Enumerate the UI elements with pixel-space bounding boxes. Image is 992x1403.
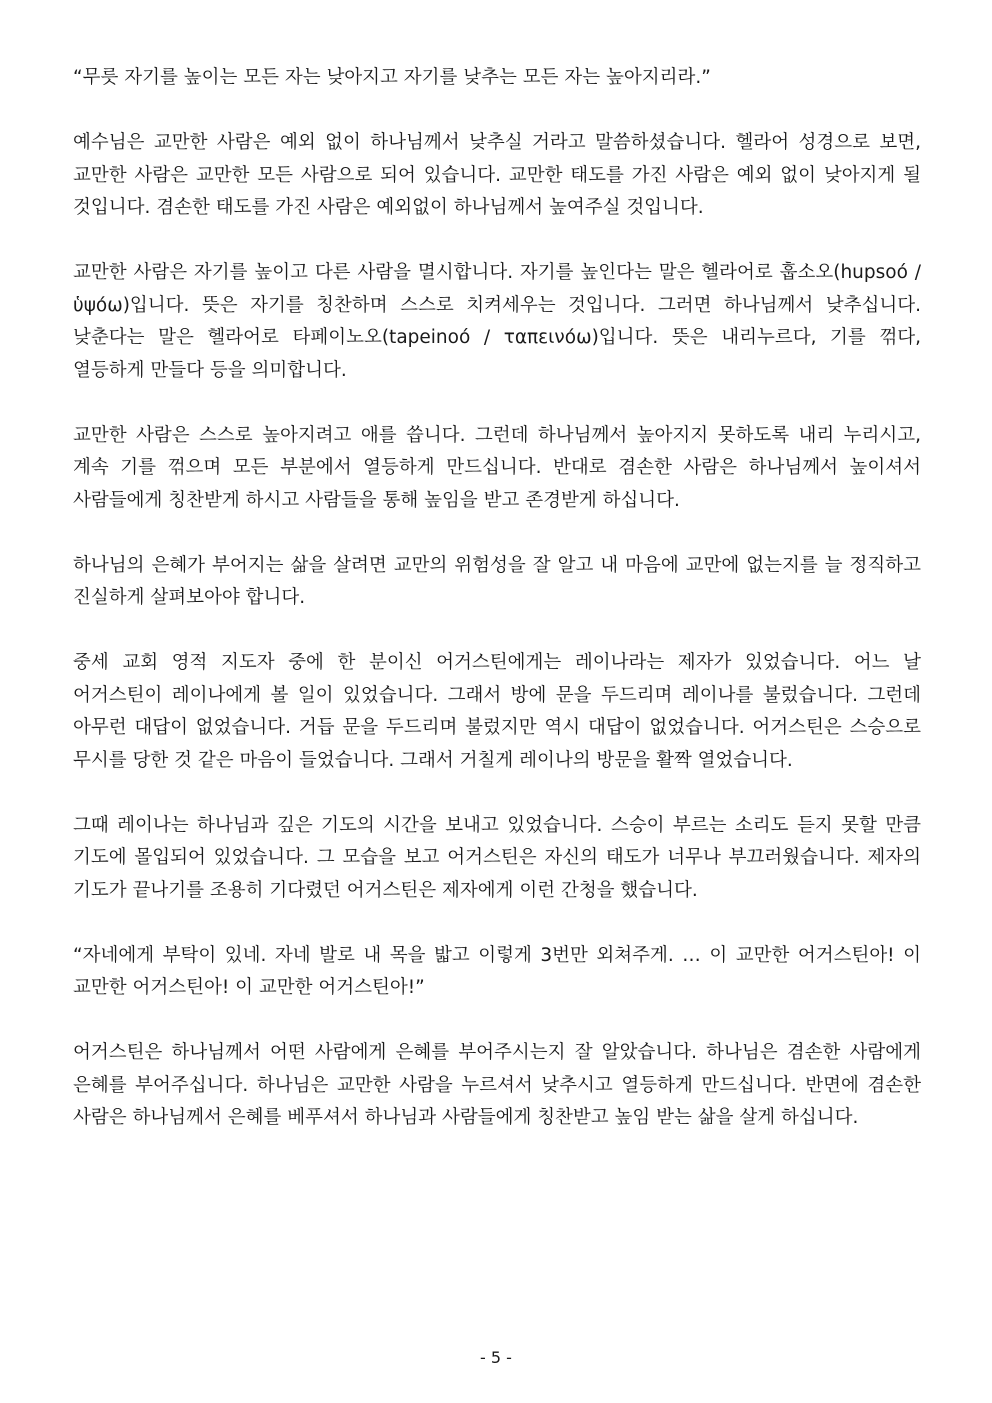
quote-paragraph: “자네에게 부탁이 있네. 자네 발로 내 목을 밟고 이렇게 3번만 외쳐주게. … 이 교만한 어거스틴아! 이 교만한 어거스틴아! 이 교만한 어거스틴아!” (73, 944, 921, 998)
body-paragraph: 하나님의 은혜가 부어지는 삶을 살려면 교만의 위험성을 잘 알고 내 마음에 교만에 없는지를 늘 정직하고 진실하게 살펴보아야 합니다. (73, 554, 921, 608)
body-paragraph: 예수님은 교만한 사람은 예외 없이 하나님께서 낮추실 거라고 말씀하셨습니다. 헬라어 성경으로 보면, 교만한 사람은 교만한 모든 사람으로 되어 있습니다. 교만한 태도를 가진 사람은 예외 없이 낮아지게 될 것입니다. 겸손한 태도를 가진 사람은 예외없이 하나님께서 높여주실 것입니다. (73, 132, 921, 218)
document-body (73, 62, 921, 1167)
body-paragraph: 교만한 사람은 스스로 높아지려고 애를 씁니다. 그런데 하나님께서 높아지지 못하도록 내리 누리시고, 계속 기를 꺾으며 모든 부분에서 열등하게 만드십니다. 반대로 겸손한 사람은 하나님께서 높이셔서 사람들에게 칭찬받게 하시고 사람들을 통해 높임을 받고 존경받게 하십니다. (73, 424, 921, 511)
page-number: - 5 - (480, 1348, 512, 1367)
body-paragraph: 중세 교회 영적 지도자 중에 한 분이신 어거스틴에게는 레이나라는 제자가 있었습니다. 어느 날 어거스틴이 레이나에게 볼 일이 있었습니다. 그래서 방에 문을 두드리며 레이나를 불렀습니다. 그런데 아무런 대답이 없었습니다. 거듭 문을 두드리며 불렀지만 역시 대답이 없었습니다. 어거스틴은 스승으로 무시를 당한 것 같은 마음이 들었습니다. 그래서 거칠게 레이나의 방문을 활짝 열었습니다. (73, 652, 921, 771)
body-paragraph: 어거스틴은 하나님께서 어떤 사람에게 은혜를 부어주시는지 잘 알았습니다. 하나님은 겸손한 사람에게 은혜를 부어주십니다. 하나님은 교만한 사람을 누르셔서 낮추시고 열등하게 만드십니다. 반면에 겸손한 사람은 하나님께서 은혜를 베푸셔서 하나님과 사람들에게 칭찬받고 높임 받는 삶을 살게 하십니다. (73, 1042, 921, 1128)
body-paragraph: 교만한 사람은 자기를 높이고 다른 사람을 멸시합니다. 자기를 높인다는 말은 헬라어로 훕소오(hupsoó / ὑψόω)입니다. 뜻은 자기를 칭찬하며 스스로 치켜세우는 것입니다. 그러면 하나님께서 낮추십니다. 낮춘다는 말은 헬라어로 타페이노오(tapeinoó / ταπεινόω)입니다. 뜻은 내리누르다, 기를 꺾다, 열등하게 만들다 등을 의미합니다. (73, 262, 921, 381)
quote-paragraph: “무릇 자기를 높이는 모든 자는 낮아지고 자기를 낮추는 모든 자는 높아지리라.” (73, 67, 711, 88)
body-paragraph: 그때 레이나는 하나님과 깊은 기도의 시간을 보내고 있었습니다. 스승이 부르는 소리도 듣지 못할 만큼 기도에 몰입되어 있었습니다. 그 모습을 보고 어거스틴은 자신의 태도가 너무나 부끄러웠습니다. 제자의 기도가 끝나기를 조용히 기다렸던 어거스틴은 제자에게 이런 간청을 했습니다. (73, 814, 921, 901)
